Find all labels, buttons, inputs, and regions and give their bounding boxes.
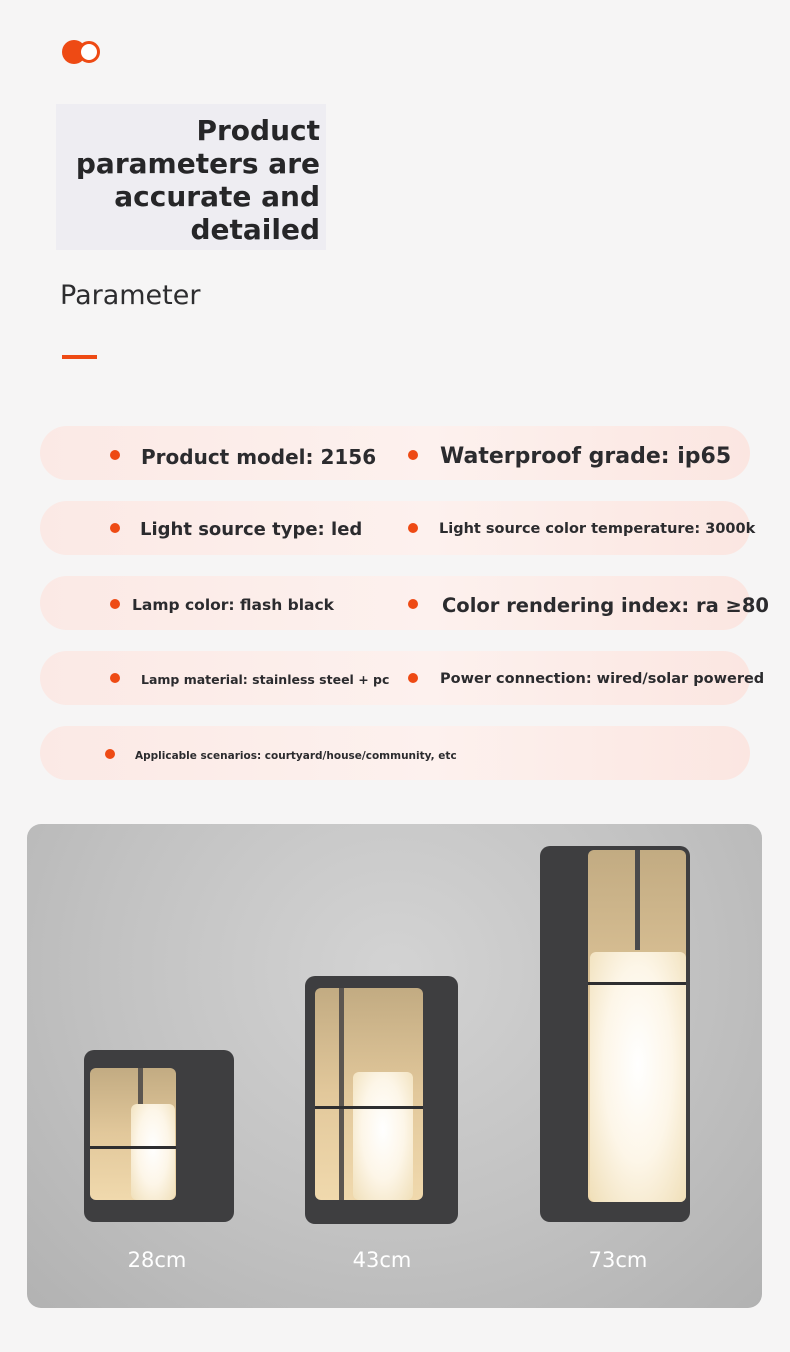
headline-line: accurate and bbox=[114, 180, 320, 213]
param-lamp-color: Lamp color: flash black bbox=[132, 596, 334, 614]
param-light-source-type: Light source type: led bbox=[140, 519, 363, 540]
lamp-73cm-image bbox=[540, 846, 690, 1222]
title-underline bbox=[62, 355, 97, 359]
bullet-icon bbox=[110, 523, 120, 533]
param-lamp-material: Lamp material: stainless steel + pc bbox=[141, 672, 390, 687]
bullet-icon bbox=[408, 599, 418, 609]
param-waterproof-grade: Waterproof grade: ip65 bbox=[440, 444, 732, 469]
bullet-icon bbox=[408, 523, 418, 533]
section-title: Parameter bbox=[60, 280, 201, 311]
product-size-photo bbox=[27, 824, 762, 1308]
size-label-43cm: 43cm bbox=[352, 1248, 412, 1272]
bullet-icon bbox=[105, 749, 115, 759]
headline-line: detailed bbox=[190, 213, 320, 246]
headline-line: Product bbox=[196, 114, 320, 147]
brand-logo-icon bbox=[62, 40, 102, 64]
bullet-icon bbox=[408, 673, 418, 683]
bullet-icon bbox=[408, 450, 418, 460]
size-label-28cm: 28cm bbox=[127, 1248, 187, 1272]
bullet-icon bbox=[110, 450, 120, 460]
size-label-73cm: 73cm bbox=[588, 1248, 648, 1272]
param-color-rendering-index: Color rendering index: ra ≥80 bbox=[442, 594, 769, 617]
headline-line: parameters are bbox=[75, 147, 320, 180]
bullet-icon bbox=[110, 673, 120, 683]
param-applicable-scenarios: Applicable scenarios: courtyard/house/community, etc bbox=[135, 750, 457, 762]
lamp-43cm-image bbox=[305, 976, 458, 1224]
lamp-28cm-image bbox=[84, 1050, 234, 1222]
param-product-model: Product model: 2156 bbox=[141, 445, 377, 469]
param-color-temperature: Light source color temperature: 3000k bbox=[439, 521, 756, 537]
param-power-connection: Power connection: wired/solar powered bbox=[440, 671, 765, 687]
headline bbox=[56, 114, 320, 246]
bullet-icon bbox=[110, 599, 120, 609]
